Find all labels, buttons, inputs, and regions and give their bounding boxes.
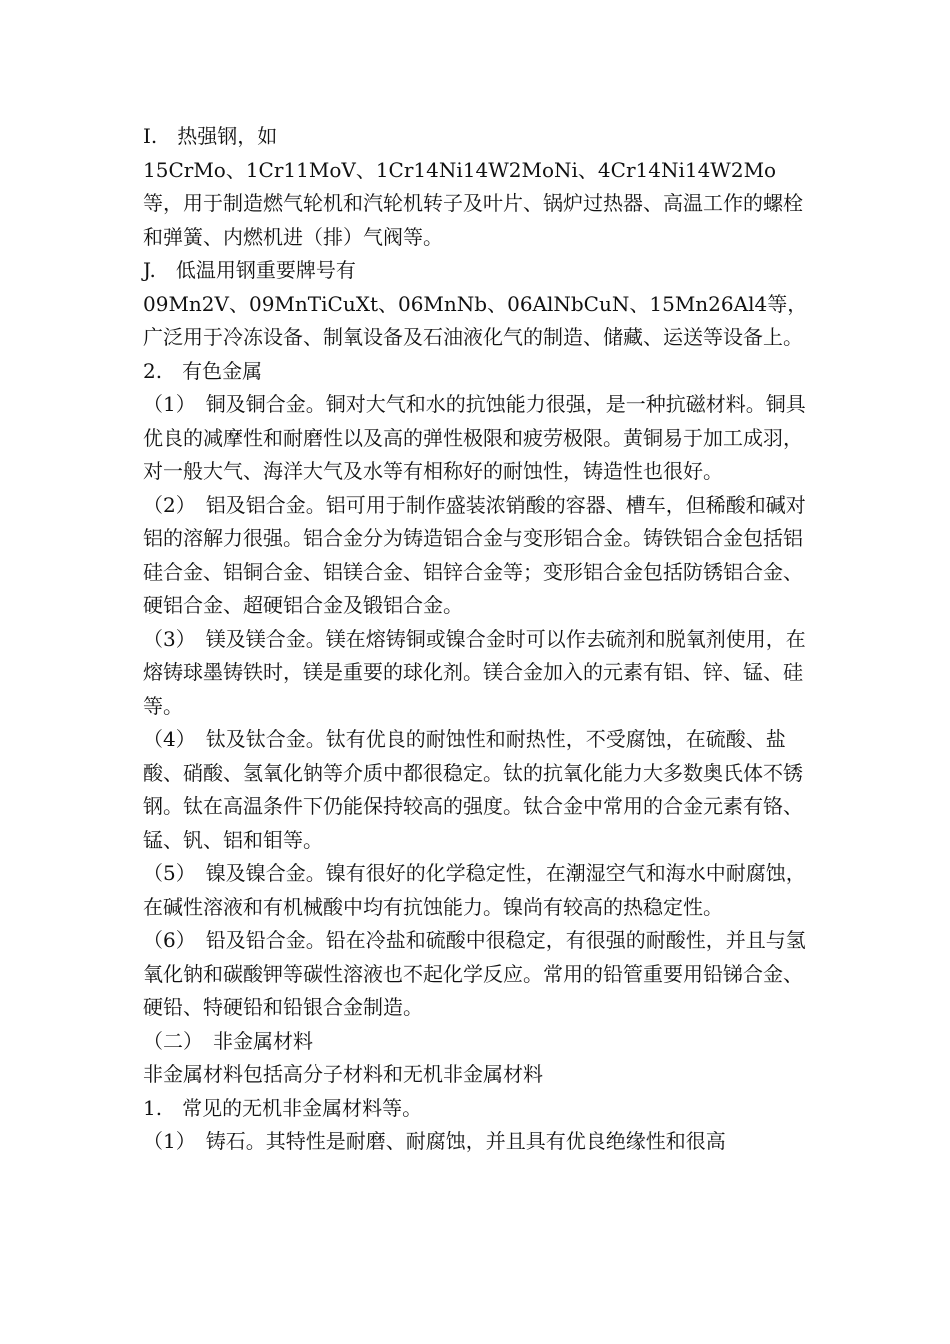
paragraph-titanium: （4） 钛及钛合金。钛有优良的耐蚀性和耐热性，不受腐蚀，在硫酸、盐酸、硝酸、氢氧化钠等介质中都很稳定。钛的抗氧化能力大多数奥氏体不锈钢。钛在高温条件下仍能保持较高的强度。钛合金中常用的合金元素有铬、锰、钒、铝和钼等。 (143, 727, 803, 852)
paragraph-copper: （1） 铜及铜合金。铜对大气和水的抗蚀能力很强，是一种抗磁材料。铜具优良的减摩性和耐磨性以及高的弹性极限和疲劳极限。黄铜易于加工成羽，对一般大气、海洋大气及水等有相称好的耐蚀性，铸造性也很好。 (143, 392, 806, 483)
section-heading-nonferrous-metals: 2. 有色金属 (143, 358, 263, 383)
paragraph-low-temp-steel-grades: 09Mn2V、09MnTiCuXt、06MnNb、06AlNbCuN、15Mn26Al4等，广泛用于冷冻设备、制氧设备及石油液化气的制造、储藏、运送等设备上。 (143, 291, 808, 349)
paragraph-lead: （6） 铅及铅合金。铅在冷盐和硫酸中很稳定，有很强的耐酸性，并且与氢氧化钠和碳酸钾等碳性溶液也不起化学反应。常用的铅管重要用铅锑合金、硬铅、特硬铅和铅银合金制造。 (143, 928, 806, 1019)
paragraph-heat-resistant-steel-grades: 15CrMo、1Cr11MoV、1Cr14Ni14W2MoNi、4Cr14Ni14W2Mo等，用于制造燃气轮机和汽轮机转子及叶片、锅炉过热器、高温工作的螺栓和弹簧、内燃机进（排）气阀等。 (143, 157, 803, 249)
subsection-heading-inorganic-nonmetallic: 1. 常见的无机非金属材料等。 (143, 1095, 423, 1120)
section-heading-nonmetallic-materials: （二） 非金属材料 (143, 1028, 313, 1053)
paragraph-aluminum: （2） 铝及铝合金。铝可用于制作盛装浓销酸的容器、槽车，但稀酸和碱对铝的溶解力很强。铝合金分为铸造铝合金与变形铝合金。铸铁铝合金包括铝硅合金、铝铜合金、铝镁合金、铝锌合金等；变形铝合金包括防锈铝合金、硬铝合金、超硬铝合金及锻铝合金。 (143, 492, 806, 617)
paragraph-cast-stone: （1） 铸石。其特性是耐磨、耐腐蚀，并且具有优良绝缘性和很高 (143, 1129, 726, 1153)
paragraph-low-temp-steel-heading: J. 低温用钢重要牌号有 (143, 258, 356, 282)
paragraph-heat-resistant-steel-heading: I. 热强钢，如 (143, 124, 278, 148)
document-body (143, 120, 808, 1159)
paragraph-nonmetallic-intro: 非金属材料包括高分子材料和无机非金属材料 (143, 1062, 543, 1086)
paragraph-magnesium: （3） 镁及镁合金。镁在熔铸铜或镍合金时可以作去硫剂和脱氧剂使用，在熔铸球墨铸铁时，镁是重要的球化剂。镁合金加入的元素有铝、锌、锰、硅等。 (143, 626, 806, 718)
paragraph-nickel: （5） 镍及镍合金。镍有很好的化学稳定性，在潮湿空气和海水中耐腐蚀，在碱性溶液和有机械酸中均有抗蚀能力。镍尚有较高的热稳定性。 (143, 861, 806, 919)
